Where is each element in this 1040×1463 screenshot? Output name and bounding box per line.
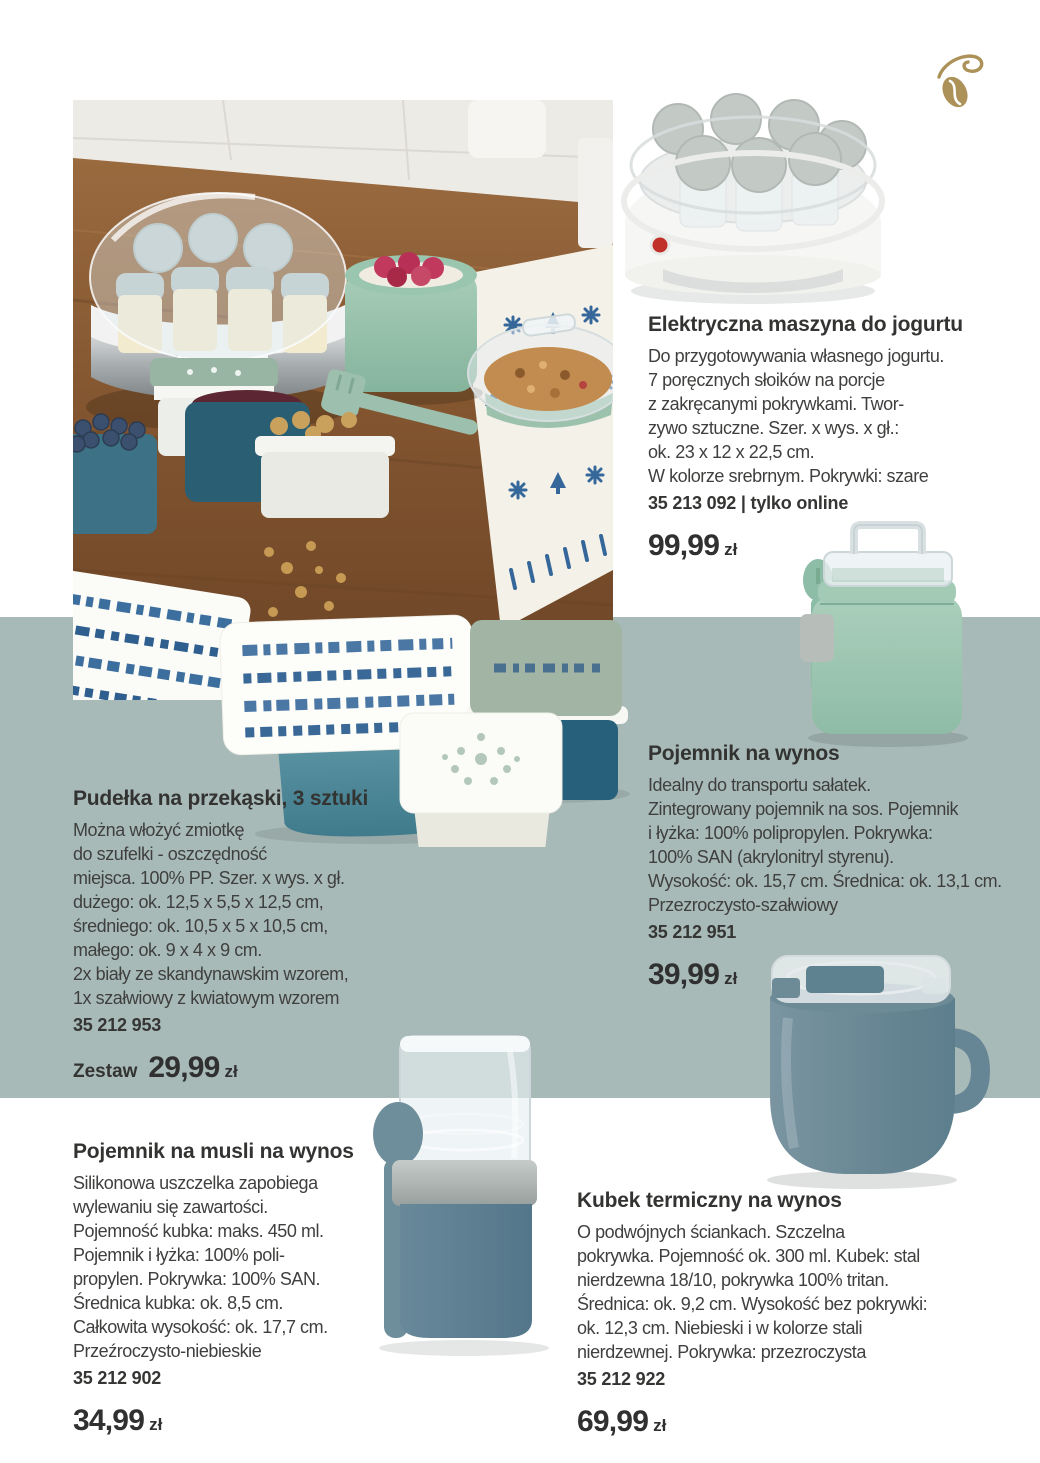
description-line: Zintegrowany pojemnik na sos. Pojemnik	[648, 799, 959, 819]
description-line: Średnica kubka: ok. 8,5 cm.	[73, 1293, 283, 1313]
description-line: 1x szałwiowy z kwiatowym wzorem	[73, 988, 340, 1008]
price-amount: 99,99	[648, 529, 720, 562]
description-line: W kolorze srebrnym. Pokrywki: szare	[648, 466, 929, 486]
currency-label: zł	[653, 1416, 667, 1435]
price-amount: 39,99	[648, 958, 720, 991]
description-line: Całkowita wysokość: ok. 17,7 cm.	[73, 1317, 328, 1337]
product-block-kubek	[577, 1188, 987, 1439]
description-line: Pojemnik i łyżka: 100% poli-	[73, 1245, 285, 1265]
product-sku: 35 212 922	[577, 1369, 666, 1389]
description-line: 7 poręcznych słoików na porcje	[648, 370, 885, 390]
description-line: Do przygotowywania własnego jogurtu.	[648, 346, 944, 366]
currency-label: zł	[724, 540, 738, 559]
price-amount: 34,99	[73, 1404, 145, 1437]
product-sku: 35 212 953	[73, 1015, 162, 1035]
description-line: nierdzewnej. Pokrywka: przezroczysta	[577, 1342, 866, 1362]
currency-label: zł	[149, 1415, 163, 1434]
price-prefix: Zestaw	[73, 1061, 138, 1082]
product-block-jogurt	[648, 312, 1028, 563]
product-title: Elektryczna maszyna do jogurtu	[648, 313, 963, 336]
description-line: Silikonowa uszczelka zapobiega	[73, 1173, 318, 1193]
description-line: ok. 23 x 12 x 22,5 cm.	[648, 442, 815, 462]
description-line: ok. 12,3 cm. Niebieski i w kolorze stali	[577, 1318, 863, 1338]
description-line: do szufelki - oszczędność	[73, 844, 267, 864]
description-line: wylewaniu się zawartości.	[73, 1197, 268, 1217]
description-line: małego: ok. 9 x 4 x 9 cm.	[73, 940, 262, 960]
description-line: Można włożyć zmiotkę	[73, 820, 245, 840]
description-line: i łyżka: 100% polipropylen. Pokrywka:	[648, 823, 933, 843]
description-line: propylen. Pokrywka: 100% SAN.	[73, 1269, 321, 1289]
product-price	[648, 529, 1028, 563]
description-line: Przezroczysto-szałwiowy	[648, 895, 838, 915]
description-line: dużego: ok. 12,5 x 5,5 x 12,5 cm,	[73, 892, 324, 912]
description-line: Przeźroczysto-niebieskie	[73, 1341, 262, 1361]
product-block-musli	[73, 1139, 373, 1438]
product-title: Kubek termiczny na wynos	[577, 1189, 842, 1212]
description-line: Idealny do transportu sałatek.	[648, 775, 871, 795]
product-block-pojemnik-wynos	[648, 741, 1028, 992]
kitchen-scene-photo	[73, 100, 613, 700]
description-line: nierdzewna 18/10, pokrywka 100% tritan.	[577, 1270, 889, 1290]
currency-label: zł	[224, 1062, 238, 1081]
product-sku: 35 212 951	[648, 922, 737, 942]
description-line: Średnica: ok. 9,2 cm. Wysokość bez pokrywki:	[577, 1294, 928, 1314]
description-line: Wysokość: ok. 15,7 cm. Średnica: ok. 13,1 cm.	[648, 871, 1002, 891]
product-price	[648, 958, 1028, 992]
currency-label: zł	[724, 969, 738, 988]
yogurt-maker-photo	[608, 73, 898, 313]
price-amount: 69,99	[577, 1405, 649, 1438]
price-amount: 29,99	[148, 1051, 220, 1084]
description-line: O podwójnych ściankach. Szczelna	[577, 1222, 845, 1242]
description-line: miejsca. 100% PP. Szer. x wys. x gł.	[73, 868, 345, 888]
product-title: Pojemnik na musli na wynos	[73, 1140, 354, 1163]
product-block-pudelka	[73, 786, 393, 1085]
description-line: 100% SAN (akrylonitryl styrenu).	[648, 847, 894, 867]
description-line: Pojemność kubka: maks. 450 ml.	[73, 1221, 324, 1241]
product-title: Pudełka na przekąski, 3 sztuki	[73, 787, 369, 810]
product-price	[577, 1405, 987, 1439]
tchibo-bean-logo-icon	[933, 50, 987, 110]
product-sku: 35 213 092 | tylko online	[648, 493, 849, 513]
description-line: średniego: ok. 10,5 x 5 x 10,5 cm,	[73, 916, 328, 936]
description-line: pokrywka. Pojemność ok. 300 ml. Kubek: stal	[577, 1246, 920, 1266]
description-line: z zakręcanymi pokrywkami. Twor-	[648, 394, 904, 414]
product-sku: 35 212 902	[73, 1368, 162, 1388]
description-line: 2x biały ze skandynawskim wzorem,	[73, 964, 349, 984]
product-price	[73, 1051, 393, 1085]
product-title: Pojemnik na wynos	[648, 742, 840, 765]
description-line: zywo sztuczne. Szer. x wys. x gł.:	[648, 418, 899, 438]
product-price	[73, 1404, 373, 1438]
